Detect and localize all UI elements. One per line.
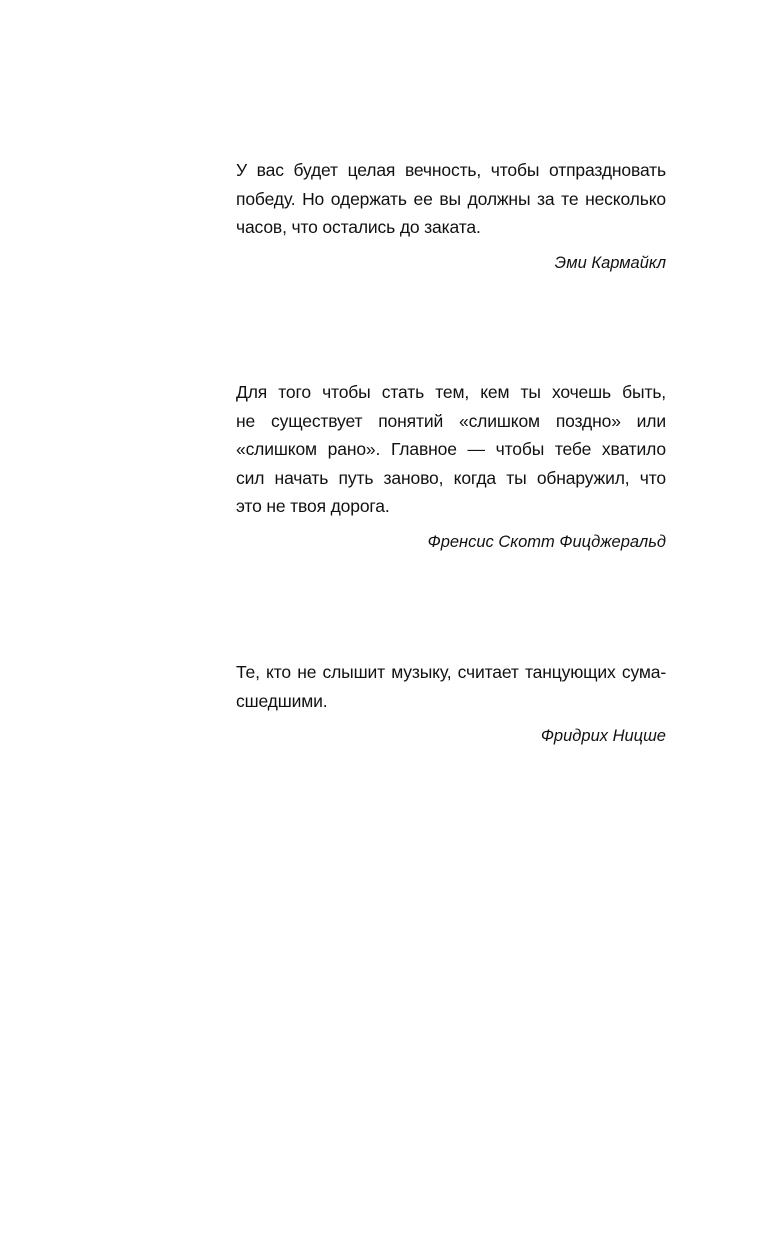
quote-block <box>236 378 666 554</box>
quote-text-line: победу. Но одержать ее вы должны за те несколько <box>236 188 666 209</box>
quote-text-line: Те, кто не слышит музыку, считает танцующих сума- <box>236 662 666 682</box>
quote-text-line: это не твоя дорога. <box>236 496 390 516</box>
quote-author: Фридрих Ницше <box>540 727 666 745</box>
quote-text-line: Для того чтобы стать тем, кем ты хочешь быть, <box>236 382 666 402</box>
quote-text-line: сил начать путь заново, когда ты обнаружил, что <box>236 467 666 488</box>
quote-author: Френсис Скотт Фицджеральд <box>427 532 666 551</box>
quote-block <box>236 658 666 748</box>
quote-text-line: не существует понятий «слишком поздно» или <box>236 410 666 431</box>
quote-text-line: сшедшими. <box>236 690 328 711</box>
quote-author: Эми Кармайкл <box>554 253 666 272</box>
quote-text-line: часов, что остались до заката. <box>236 217 481 237</box>
quote-text-line: У вас будет целая вечность, чтобы отпраздновать <box>236 160 666 180</box>
quote-block <box>236 156 666 275</box>
quote-text-line: «слишком рано». Главное — чтобы тебе хватило <box>236 439 666 459</box>
